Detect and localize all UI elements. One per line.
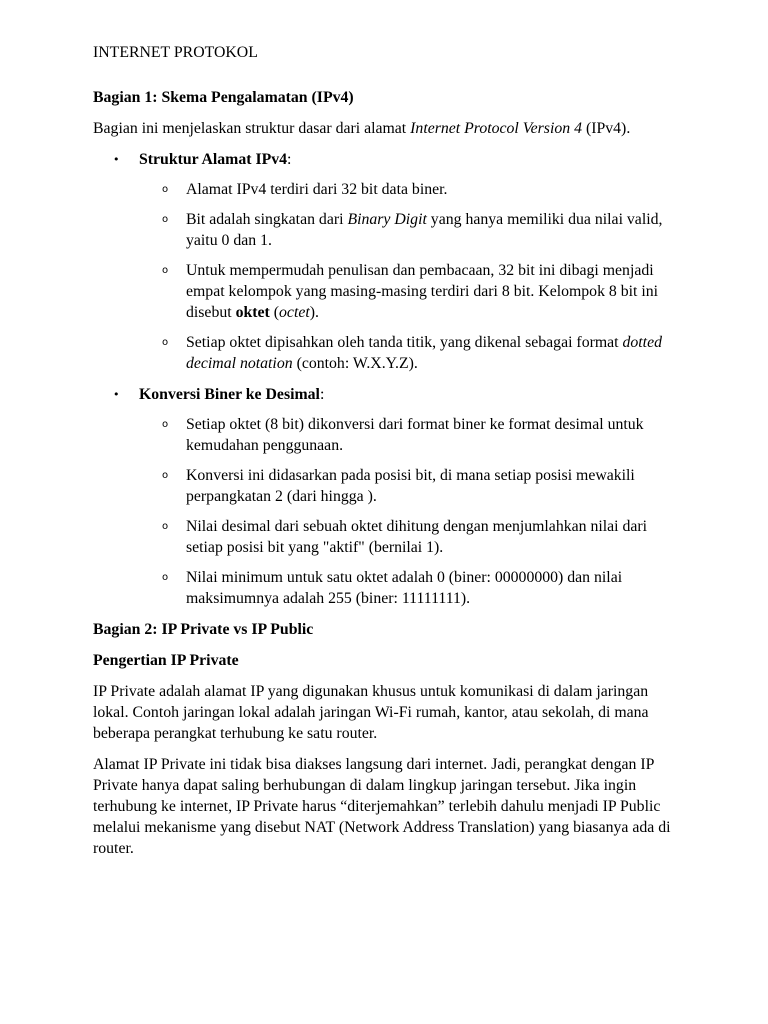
sub-list-konversi bbox=[139, 414, 671, 609]
sub-bullet-icon: o bbox=[162, 470, 169, 481]
sub-bullet-icon: o bbox=[162, 521, 169, 532]
list-item: o Untuk mempermudah penulisan dan pembacaan, 32 bit ini dibagi menjadi empat kelompok yang masing-masing terdiri dari 8 bit. Kelompok 8 bit ini disebut oktet (octet). bbox=[162, 262, 659, 321]
intro-italic-term: Internet Protocol Version 4 bbox=[410, 120, 582, 137]
sub-bullet-icon: o bbox=[162, 419, 169, 430]
bullet-label: Struktur Alamat IPv4 bbox=[139, 151, 288, 168]
sub-list-struktur bbox=[139, 179, 671, 374]
part2-paragraph-2: Alamat IP Private ini tidak bisa diakses langsung dari internet. Jadi, perangkat dengan IP Private hanya dapat saling berhubungan di dalam lingkup jaringan tersebut. Jika ingin terhubung ke internet, IP Private harus “diterjemahkan” terlebih dahulu menjadi IP Public melalui mekanisme yang disebut NAT (Network Address Translation) yang biasanya ada di router. bbox=[93, 756, 671, 857]
list-item: o Setiap oktet dipisahkan oleh tanda titik, yang dikenal sebagai format dotted decimal notation (contoh: W.X.Y.Z). bbox=[162, 334, 662, 372]
document-title: INTERNET PROTOKOL bbox=[93, 44, 258, 61]
sub-bullet-icon: o bbox=[162, 214, 169, 225]
list-item: o Nilai desimal dari sebuah oktet dihitung dengan menjumlahkan nilai dari setiap posisi bit yang "aktif" (bernilai 1). bbox=[162, 518, 648, 556]
part2-paragraph-1: IP Private adalah alamat IP yang digunakan khusus untuk komunikasi di dalam jaringan lokal. Contoh jaringan lokal adalah jaringan Wi-Fi rumah, kantor, atau sekolah, di mana beberapa perangkat terhubung ke satu router. bbox=[93, 683, 649, 742]
list-item: o Alamat IPv4 terdiri dari 32 bit data biner. bbox=[162, 181, 448, 198]
part1-heading: Bagian 1: Skema Pengalamatan (IPv4) bbox=[93, 89, 354, 106]
sub-bullet-icon: o bbox=[162, 572, 169, 583]
bullet-icon: • bbox=[113, 388, 120, 401]
bullet-icon: • bbox=[113, 153, 120, 166]
part2-heading: Bagian 2: IP Private vs IP Public bbox=[93, 621, 314, 638]
list-item: o Konversi ini didasarkan pada posisi bit, di mana setiap posisi mewakili perpangkatan 2 (dari hingga ). bbox=[162, 467, 635, 505]
list-item: o Bit adalah singkatan dari Binary Digit yang hanya memiliki dua nilai valid, yaitu 0 dan 1. bbox=[162, 211, 663, 249]
bullet-label: Konversi Biner ke Desimal bbox=[139, 386, 320, 403]
part1-bullet-list bbox=[93, 149, 671, 609]
sub-bullet-icon: o bbox=[162, 337, 169, 348]
sub-bullet-icon: o bbox=[162, 184, 169, 195]
part1-intro: Bagian ini menjelaskan struktur dasar dari alamat Internet Protocol Version 4 (IPv4). bbox=[93, 120, 631, 137]
list-item: o Setiap oktet (8 bit) dikonversi dari format biner ke format desimal untuk kemudahan penggunaan. bbox=[162, 416, 644, 454]
bullet-struktur-alamat: • Struktur Alamat IPv4: o Alamat IPv4 terdiri dari 32 bit data biner. o Bit adalah singkatan dari Binary Digit yang hanya memiliki dua nilai valid, yaitu 0 dan 1. o Untuk mempermudah penulisan dan pembacaan, 32 bit ini dibagi menjadi empat kelompok yang masing-masing terdiri dari 8 bit. Kelompok 8 bit ini disebut oktet (octet). o Setiap oktet dipisahkan oleh tanda titik, yang dikenal sebagai format dotted decimal notation (contoh: W.X.Y.Z). bbox=[93, 149, 671, 374]
part2-subheading: Pengertian IP Private bbox=[93, 652, 239, 669]
bullet-konversi-biner: • Konversi Biner ke Desimal: o Setiap oktet (8 bit) dikonversi dari format biner ke format desimal untuk kemudahan penggunaan. o Konversi ini didasarkan pada posisi bit, di mana setiap posisi mewakili perpangkatan 2 (dari hingga ). o Nilai desimal dari sebuah oktet dihitung dengan menjumlahkan nilai dari setiap posisi bit yang "aktif" (bernilai 1). o Nilai minimum untuk satu oktet adalah 0 (biner: 00000000) dan nilai maksimumnya adalah 255 (biner: 11111111). bbox=[93, 384, 671, 609]
sub-bullet-icon: o bbox=[162, 265, 169, 276]
list-item: o Nilai minimum untuk satu oktet adalah 0 (biner: 00000000) dan nilai maksimumnya adalah 255 (biner: 11111111). bbox=[162, 569, 623, 607]
document-body bbox=[93, 42, 671, 859]
